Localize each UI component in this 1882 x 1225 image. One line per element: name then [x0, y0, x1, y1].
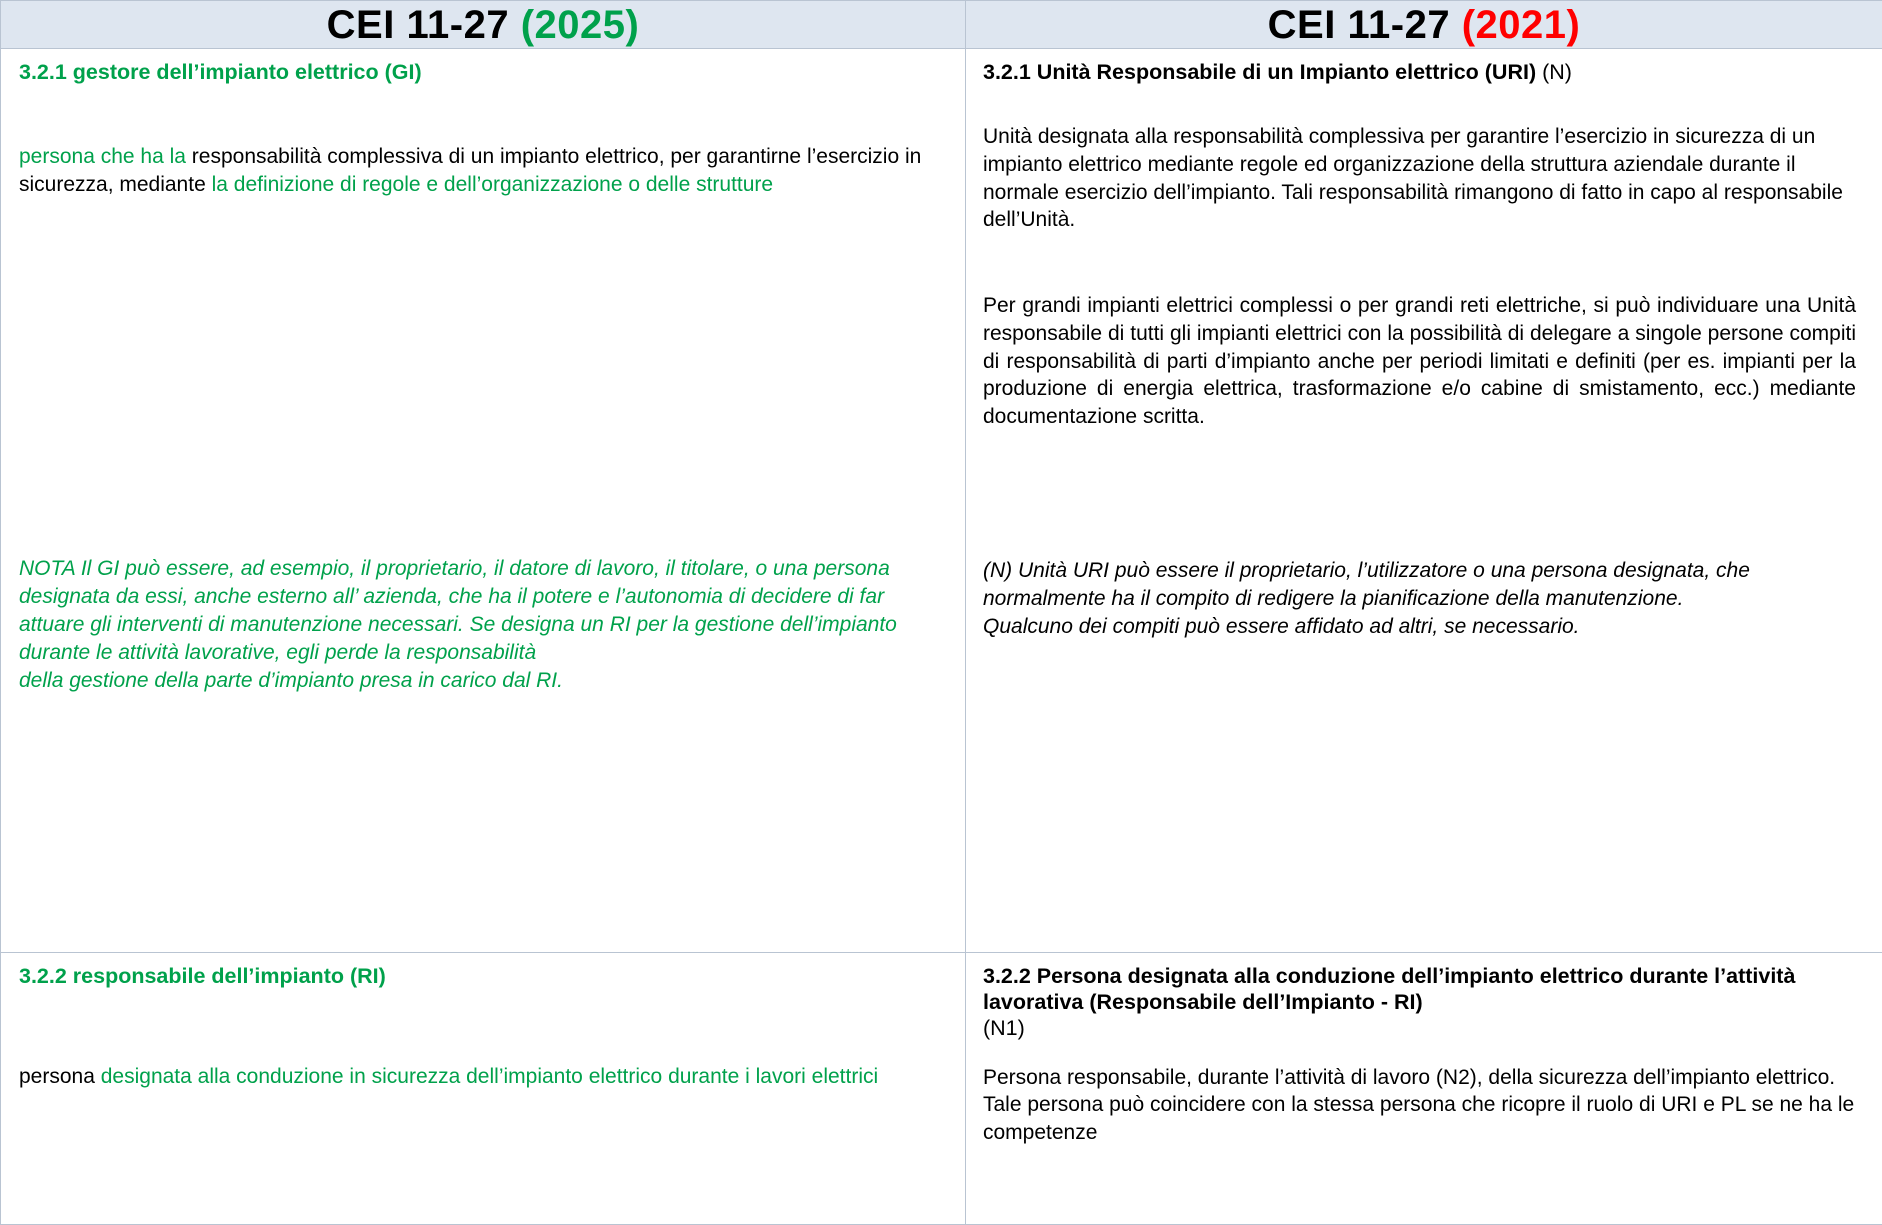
- heading-321-right-bold: 3.2.1 Unità Responsabile di un Impianto elettrico (URI): [983, 60, 1537, 84]
- spacer: [983, 1042, 1856, 1064]
- header-cell-right: [966, 1, 1882, 49]
- nota-321-right-line2: Qualcuno dei compiti può essere affidato ad altri, se necessario.: [983, 614, 1580, 638]
- paragraph-322-right-2: Tale persona può coincidere con la stessa persona che ricopre il ruolo di URI e PL se ne ha le competenze: [983, 1093, 1855, 1145]
- heading-322-right-suffix: (N1): [983, 1016, 1025, 1041]
- nota-321-left-text: NOTA Il GI può essere, ad esempio, il proprietario, il datore di lavoro, il titolare, o una persona designata da essi, anche esterno all’ azienda, che ha il potere e l’autonomia di decidere di far attuare gli interventi di manutenzione necessari. Se designa un RI per la gestione dell’impianto durante le attività lavorative, egli perde la responsabilità: [19, 556, 897, 665]
- header-standard-left: CEI 11-27: [326, 2, 521, 47]
- cell-321-left: [1, 49, 966, 953]
- spacer: [983, 431, 1856, 557]
- nota-321-left-line2: della gestione della parte d’impianto presa in carico dal RI.: [19, 669, 563, 693]
- cell-inner-322-right: [966, 953, 1882, 1224]
- paragraph-322-right-1: Persona responsabile, durante l’attività di lavoro (N2), della sicurezza dell’impianto elettrico.: [983, 1065, 1836, 1089]
- paragraph-322-right: [983, 1064, 1856, 1147]
- definition-321-left: [19, 143, 951, 198]
- spacer: [19, 199, 951, 555]
- cell-inner-322-left: [1, 953, 965, 1224]
- cell-inner-321-right: [966, 49, 1882, 952]
- definition-321-left-green-1: persona che ha la: [19, 145, 192, 169]
- header-cell-left: [1, 1, 966, 49]
- header-title-left: [1, 2, 965, 47]
- header-standard-right: CEI 11-27: [1267, 2, 1462, 47]
- cell-321-right: [966, 49, 1882, 953]
- cell-322-right: [966, 952, 1882, 1224]
- definition-321-left-green-2: la definizione di regole e dell’organizzazione o delle strutture: [211, 172, 774, 196]
- heading-322-right: [983, 963, 1856, 1042]
- cell-inner-321-left: [1, 49, 965, 952]
- header-title-right: [966, 2, 1882, 47]
- heading-322-right-bold: 3.2.2 Persona designata alla conduzione dell’impianto elettrico durante l’attività lavorativa (Responsabile dell’Impianto - RI): [983, 963, 1796, 1015]
- definition-322-left: [19, 1063, 951, 1091]
- header-year-right: (2021): [1461, 2, 1581, 47]
- heading-322-left: 3.2.2 responsabile dell’impianto (RI): [19, 963, 386, 988]
- paragraph-321-right-2: Per grandi impianti elettrici complessi o per grandi reti elettriche, si può individuare una Unità responsabile di tutti gli impianti elettrici con la possibilità di delegare a singole persone compiti di responsabilità di parti d’impianto anche per periodi limitati e definiti (per es. impianti per la produzione di energia elettrica, trasformazione e/o cabine di smistamento, ecc.) mediante documentazione scritta.: [983, 294, 1856, 428]
- nota-321-right-text: (N) Unità URI può essere il proprietario, l’utilizzatore o una persona designata, che normalmente ha il compito di redigere la pianificazione della manutenzione.: [983, 558, 1750, 610]
- row-section-321: [1, 49, 1882, 953]
- row-section-322: [1, 952, 1882, 1224]
- definition-322-left-black-1: persona: [19, 1065, 101, 1089]
- spacer: [19, 85, 951, 143]
- nota-321-left: [19, 555, 951, 696]
- heading-321-right-suffix: (N): [1536, 60, 1572, 84]
- table-header-row: [1, 1, 1882, 49]
- spacer: [983, 234, 1856, 292]
- spacer: [19, 1025, 951, 1063]
- spacer: [983, 85, 1856, 123]
- nota-321-right: [983, 557, 1856, 641]
- heading-321-left: 3.2.1 gestore dell’impianto elettrico (GI): [19, 60, 422, 84]
- cell-322-left: [1, 952, 966, 1224]
- paragraph-321-right-1: Unità designata alla responsabilità complessiva per garantire l’esercizio in sicurezza di un impianto elettrico mediante regole ed organizzazione della struttura aziendale durante il normale esercizio dell’impianto. Tali responsabilità rimangono di fatto in capo al responsabile dell’Unità.: [983, 125, 1843, 232]
- definition-322-left-green-1: designata alla conduzione in sicurezza dell’impianto elettrico durante i lavori elettrici: [100, 1065, 879, 1089]
- definition-321-left-black-1: responsabilità complessiva di un impianto elettrico, per garantirne l’esercizio in sicurezza, mediante: [19, 145, 922, 196]
- spacer: [19, 989, 951, 1025]
- heading-321-right: [983, 59, 1856, 85]
- header-year-left: (2025): [520, 2, 640, 47]
